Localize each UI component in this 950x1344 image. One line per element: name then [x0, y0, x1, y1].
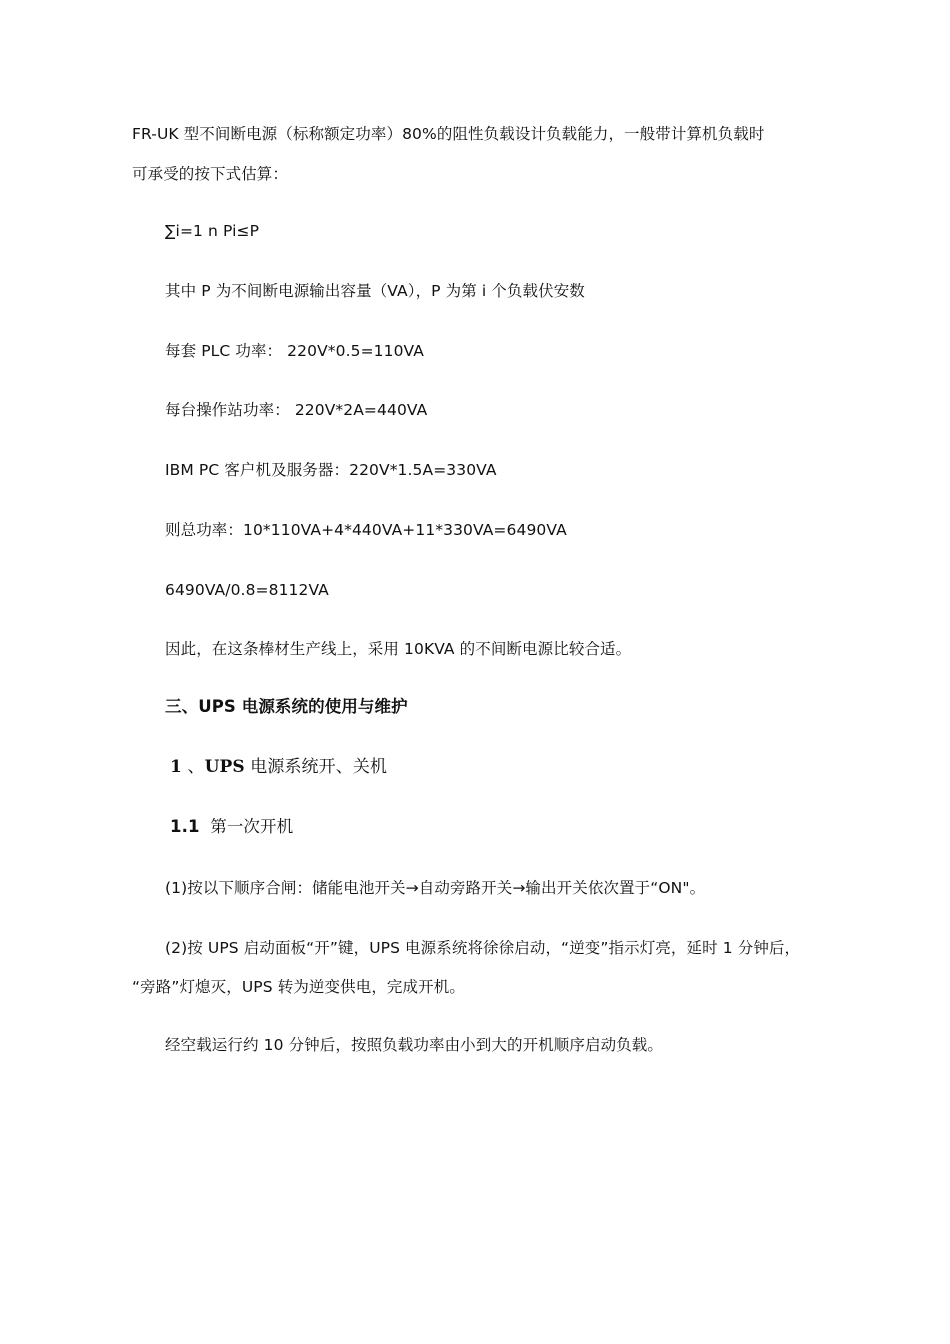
- step-2-line-2: “旁路”灯熄灭，UPS 转为逆变供电，完成开机。: [132, 978, 465, 996]
- section-heading: 三、UPS 电源系统的使用与维护: [165, 697, 408, 716]
- paragraph-conclusion: 因此，在这条棒材生产线上，采用 10KVA 的不间断电源比较合适。: [165, 640, 632, 658]
- paragraph-variable-definition: 其中 P 为不间断电源输出容量（VA），P 为第 i 个负载伏安数: [165, 282, 585, 300]
- paragraph-load-capacity-line-2: 可承受的按下式估算：: [132, 165, 289, 183]
- subsection-separator: 、: [187, 757, 205, 777]
- step-1: (1)按以下顺序合闸：储能电池开关→自动旁路开关→输出开关依次置于“ON"。: [165, 879, 706, 897]
- step-3: 经空载运行约 10 分钟后，按照负载功率由小到大的开机顺序启动负载。: [165, 1036, 663, 1054]
- subsubsection-title: 第一次开机: [210, 817, 294, 836]
- paragraph-station-power: 每台操作站功率： 220V*2A=440VA: [165, 401, 428, 419]
- subsection-number: 1: [170, 757, 182, 777]
- formula: ∑i=1 n Pi≤P: [165, 222, 260, 240]
- subsection-heading: [170, 757, 387, 777]
- paragraph-load-capacity-line-1: FR-UK 型不间断电源（标称额定功率）80%的阻性负载设计负载能力，一般带计算机负载时: [132, 125, 765, 143]
- subsection-ups-label: UPS: [204, 757, 245, 777]
- step-2-line-1: (2)按 UPS 启动面板“开”键，UPS 电源系统将徐徐启动，“逆变”指示灯亮，延时 1 分钟后，: [165, 939, 801, 957]
- subsubsection-number: 1.1: [170, 817, 200, 836]
- subsubsection-heading: [170, 817, 293, 837]
- subsection-title-text: 电源系统开、关机: [244, 757, 388, 777]
- paragraph-capacity-result: 6490VA/0.8=8112VA: [165, 581, 329, 599]
- paragraph-plc-power: 每套 PLC 功率： 220V*0.5=110VA: [165, 342, 424, 360]
- paragraph-pc-server-power: IBM PC 客户机及服务器：220V*1.5A=330VA: [165, 461, 497, 479]
- paragraph-total-power: 则总功率：10*110VA+4*440VA+11*330VA=6490VA: [165, 521, 567, 539]
